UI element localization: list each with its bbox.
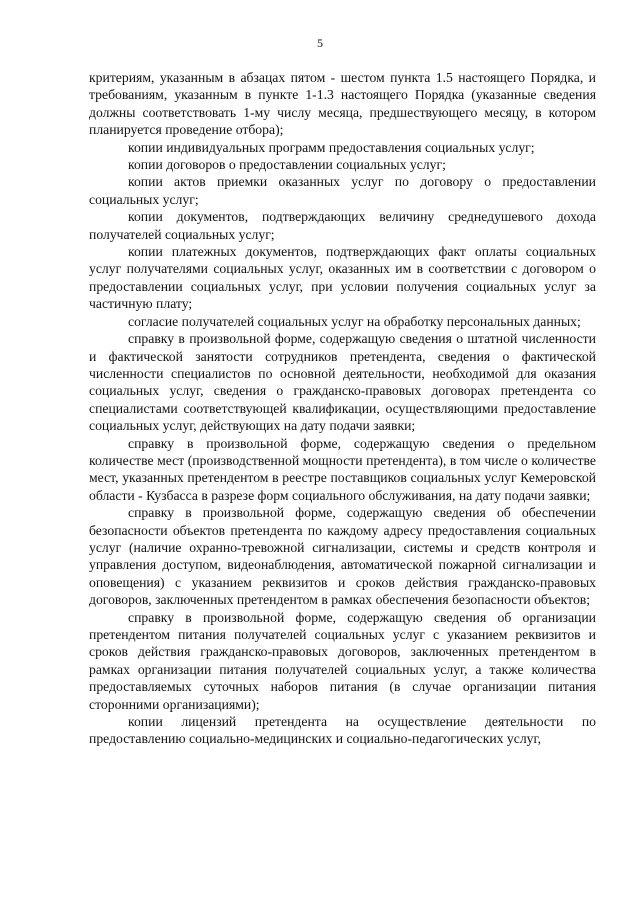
paragraph-nutrition-certificate: справку в произвольной форме, содержащую сведения об организации претендентом питания получателей социальных услуг с указанием реквизитов и сроков действия гражданско-правовых договоров, заключенных претендентом в рамках организации питания получателей социальных услуг, а также количества предоставляемых суточных наборов питания (в случае организации питания сторонними организациями);	[89, 609, 596, 712]
document-body	[89, 69, 596, 748]
paragraph-licenses: копии лицензий претендента на осуществление деятельности по предоставлению социально-медицинских и социально-педагогических услуг,	[89, 714, 596, 747]
paragraph-service-contracts: копии договоров о предоставлении социальных услуг;	[128, 157, 446, 173]
paragraph-payment-documents: копии платежных документов, подтверждающих факт оплаты социальных услуг получателями социальных услуг, оказанных им в соответствии с договором о предоставлении социальных услуг, при условии получения социальных услуг за частичную плату;	[89, 244, 596, 312]
paragraph-capacity-certificate: справку в произвольной форме, содержащую сведения о предельном количестве мест (производственной мощности претендента), в том числе о количестве мест, указанных претендентом в реестре поставщиков социальных услуг Кемеровской области - Кузбасса в разрезе форм социального обслуживания, на дату подачи заявки;	[89, 435, 596, 503]
page-number: 5	[317, 36, 323, 50]
paragraph-income-documents: копии документов, подтверждающих величину среднедушевого дохода получателей социальных услуг;	[89, 209, 596, 242]
paragraph-acceptance-acts: копии актов приемки оказанных услуг по договору о предоставлении социальных услуг;	[89, 174, 596, 207]
paragraph-criteria: критериям, указанным в абзацах пятом - шестом пункта 1.5 настоящего Порядка, и требованиям, указанным в пункте 1-1.3 настоящего Порядка (указанные сведения должны соответствовать 1-му числу месяца, предшествующего месяцу, в котором планируется проведение отбора);	[89, 70, 596, 138]
paragraph-data-consent: согласие получателей социальных услуг на обработку персональных данных;	[128, 313, 581, 329]
paragraph-individual-programs: копии индивидуальных программ предоставления социальных услуг;	[128, 139, 535, 155]
paragraph-staff-certificate: справку в произвольной форме, содержащую сведения о штатной численности и фактической занятости сотрудников претендента, сведения о фактической численности специалистов по основной деятельности, необходимой для оказания социальных услуг, сведения о гражданско-правовых договорах претендента со специалистами соответствующей квалификации, осуществляющими предоставление социальных услуг, действующих на дату подачи заявки;	[89, 331, 596, 434]
paragraph-security-certificate: справку в произвольной форме, содержащую сведения об обеспечении безопасности объектов претендента по каждому адресу предоставления социальных услуг (наличие охранно-тревожной сигнализации, системы и средств контроля и управления доступом, видеонаблюдения, автоматической пожарной сигнализации и оповещения) с указанием реквизитов и сроков действия гражданско-правовых договоров, заключенных претендентом в рамках обеспечения безопасности объектов;	[89, 505, 596, 608]
